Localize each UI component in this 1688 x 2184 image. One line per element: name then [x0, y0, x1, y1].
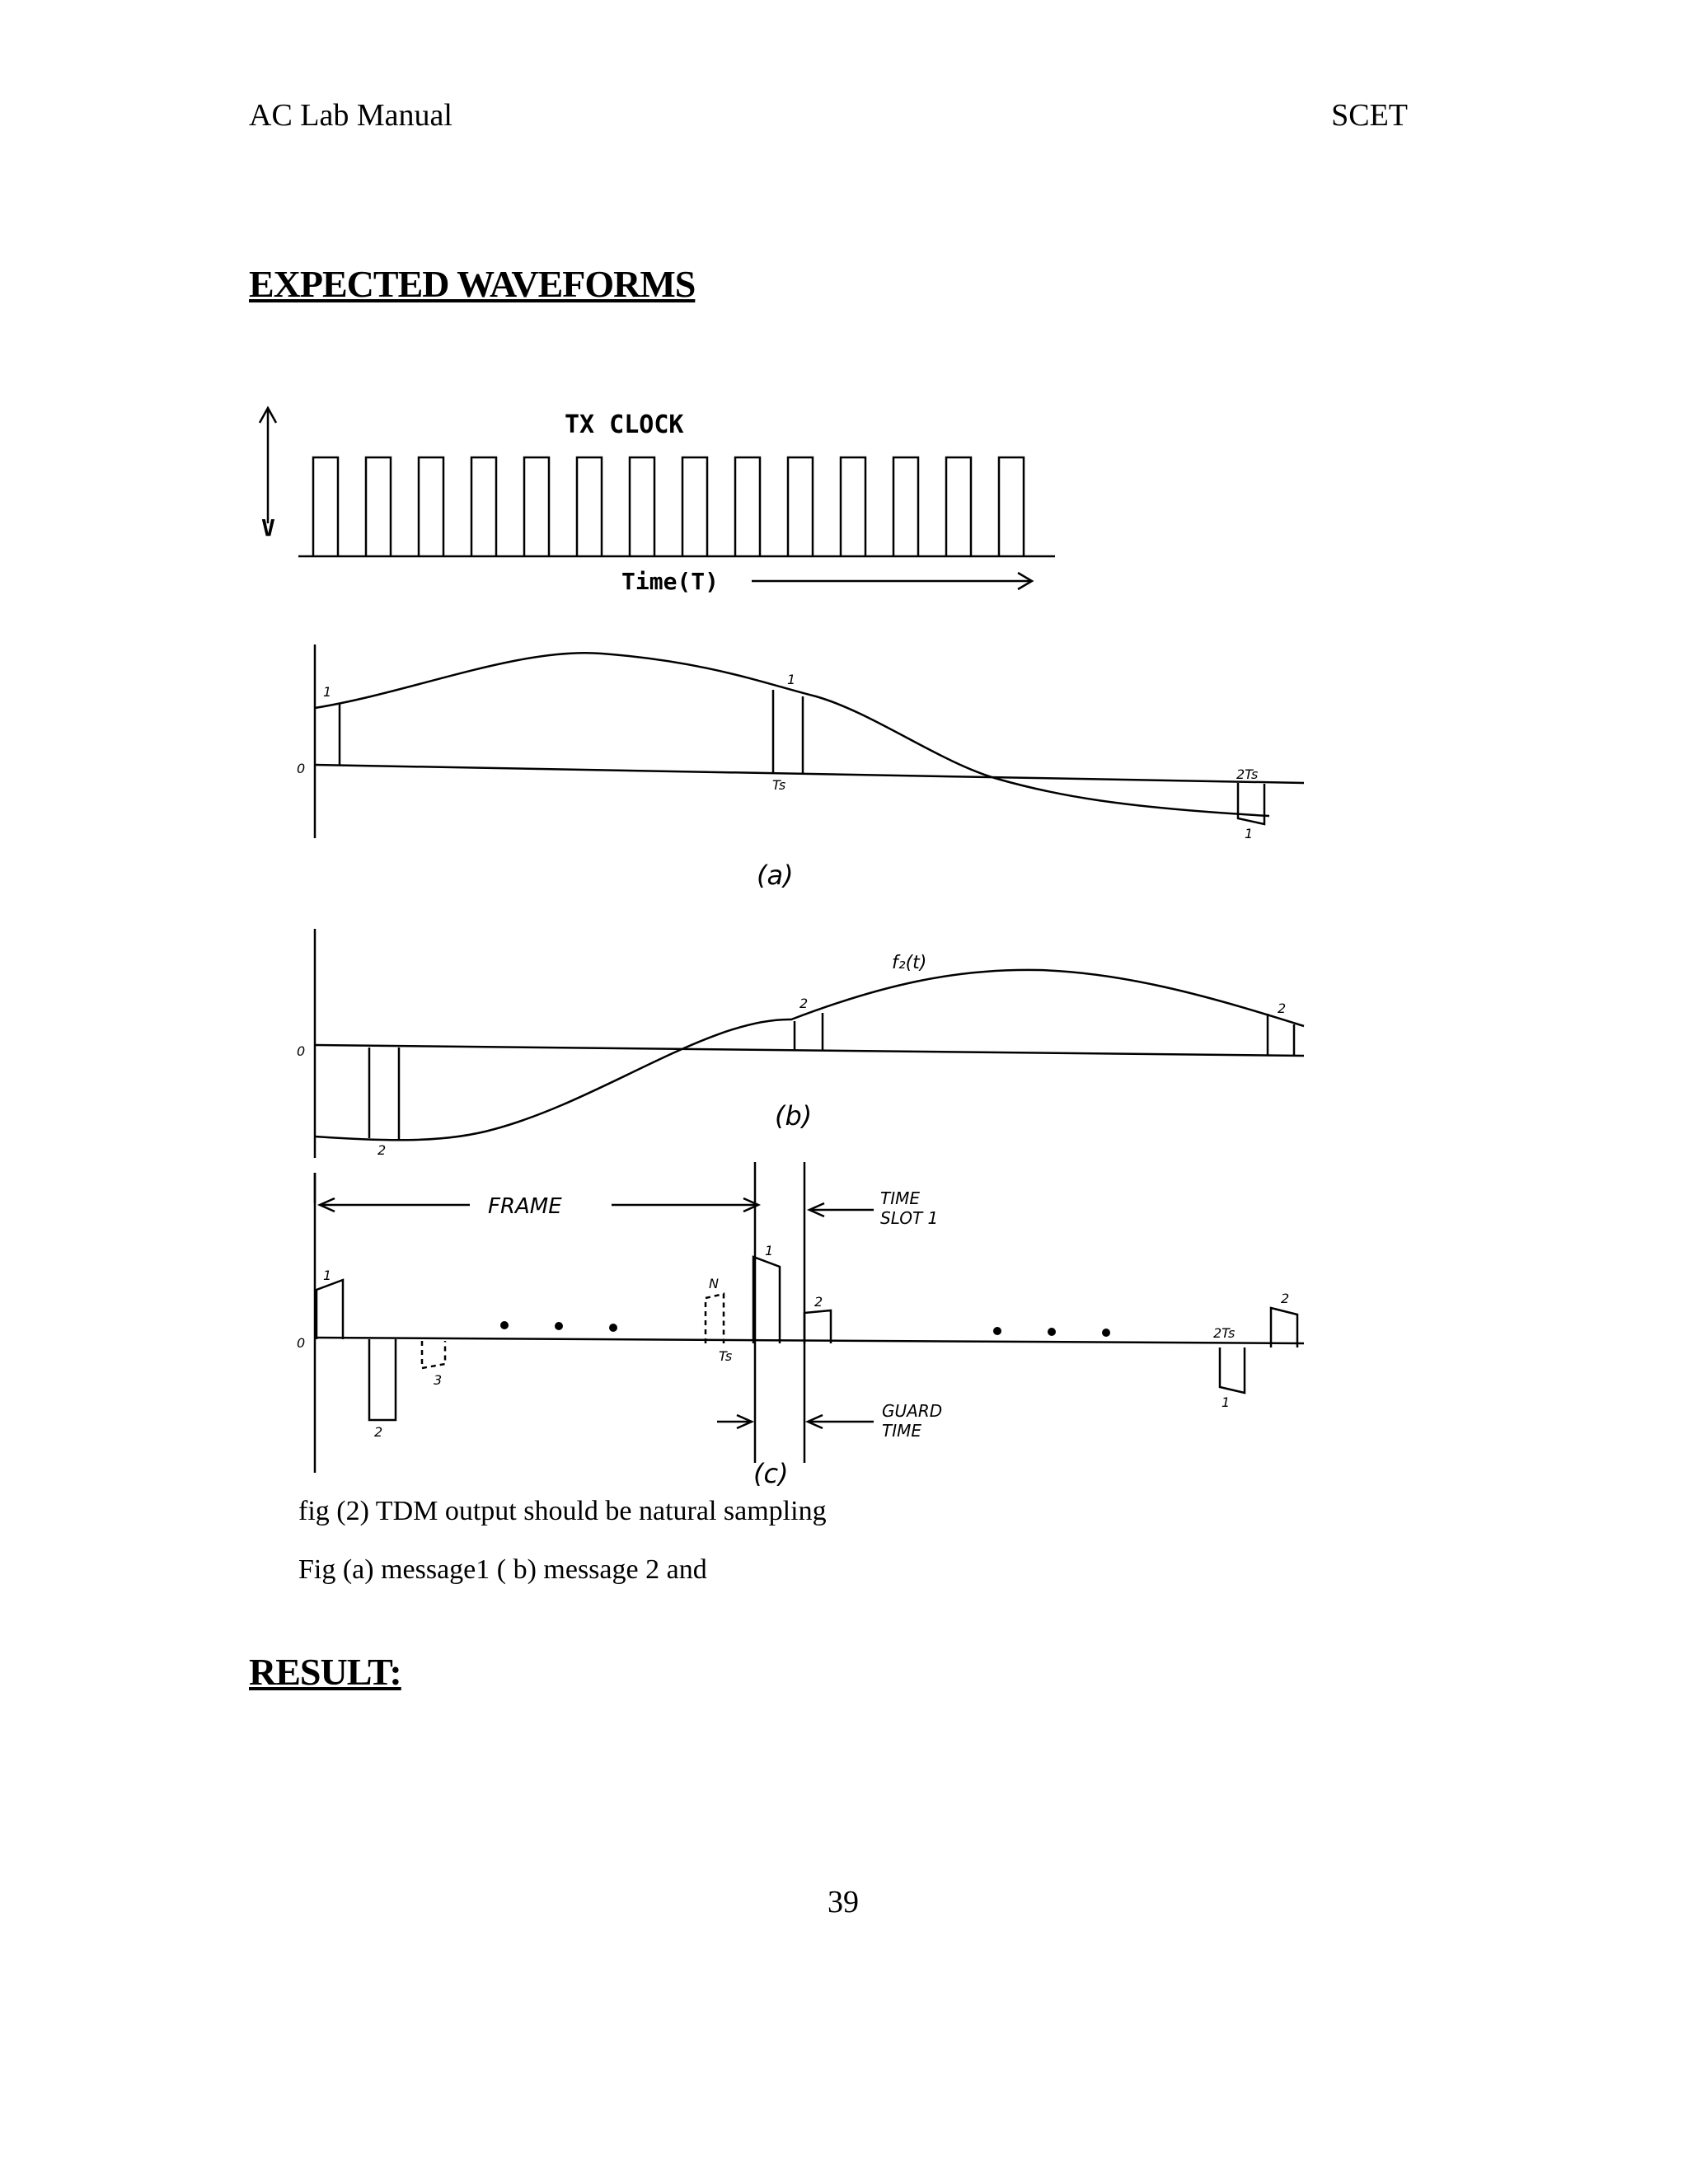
- sample-b-3: [1268, 1014, 1294, 1056]
- tdm-pulse-2-next: [804, 1310, 831, 1343]
- waveform-figure: [247, 391, 1319, 1488]
- panel-b-mark-2b: 2: [1278, 1001, 1287, 1016]
- guard-time-label-2: TIME: [882, 1421, 922, 1441]
- figure-caption-1: fig (2) TDM output should be natural sampling: [298, 1496, 827, 1526]
- tx-clock-pulses: [313, 457, 1024, 556]
- panel-a-mark-1c: 1: [1245, 826, 1254, 841]
- tdm-pulse-1-2ts: [1220, 1347, 1245, 1393]
- panel-b-label: (b): [775, 1100, 813, 1132]
- panel-a-mark-1: 1: [323, 684, 332, 700]
- panel-c-2ts: 2Ts: [1213, 1325, 1236, 1341]
- panel-c-mark-2: 2: [374, 1424, 383, 1440]
- panel-a-ts-label: Ts: [772, 777, 786, 793]
- panel-c-mark-n: N: [709, 1276, 719, 1291]
- panel-c-mark-1b: 1: [765, 1243, 774, 1258]
- tdm-pulse-1: [316, 1280, 343, 1339]
- panel-b-mark-2: 2: [799, 996, 809, 1011]
- panel-c-mark-1c: 1: [1221, 1394, 1231, 1410]
- panel-b-zero-label: 0: [297, 1043, 306, 1059]
- tx-clock-title: TX CLOCK: [565, 410, 684, 439]
- panel-c-label: (c): [753, 1458, 789, 1488]
- header-left: AC Lab Manual: [249, 98, 452, 133]
- tx-clock-x-label: Time(T): [621, 568, 720, 595]
- tdm-pulse-n: [706, 1294, 724, 1343]
- panel-b-mark-2c: 2: [377, 1142, 387, 1158]
- panel-c-mark-3: 3: [434, 1372, 443, 1388]
- page-number: 39: [828, 1885, 859, 1919]
- tdm-pulse-2: [369, 1339, 396, 1420]
- guard-time-label: GUARD: [882, 1401, 943, 1421]
- header-right: SCET: [1331, 98, 1408, 133]
- tdm-pulse-1-next: [753, 1257, 780, 1343]
- panel-a-zero-label: 0: [297, 761, 306, 776]
- panel-c-mark-1: 1: [323, 1268, 332, 1283]
- panel-a-mark-1b: 1: [787, 672, 796, 687]
- tx-clock-y-label: V: [261, 514, 275, 541]
- panel-a-label: (a): [757, 860, 794, 891]
- frame-label: FRAME: [488, 1194, 562, 1219]
- tdm-pulse-2-2ts: [1271, 1308, 1297, 1347]
- tdm-pulse-3: [422, 1341, 445, 1368]
- panel-c-zero-label: 0: [297, 1335, 306, 1351]
- time-slot-label-2: SLOT 1: [880, 1208, 939, 1228]
- panel-c-mark-2b: 2: [814, 1294, 823, 1310]
- panel-a-zero-line: [315, 765, 1304, 783]
- panel-b-zero-line: [315, 1045, 1304, 1056]
- panel-c-ts: Ts: [719, 1348, 733, 1364]
- time-slot-label: TIME: [880, 1188, 921, 1208]
- figure-caption-2: Fig (a) message1 ( b) message 2 and: [298, 1554, 707, 1585]
- panel-a-2ts-label: 2Ts: [1236, 766, 1259, 782]
- panel-c-mark-2c: 2: [1281, 1291, 1290, 1306]
- sample-b-2: [795, 1013, 823, 1051]
- section-title-expected-waveforms: EXPECTED WAVEFORMS: [249, 263, 696, 305]
- panel-b-signal-name: f₂(t): [892, 953, 927, 973]
- sample-b-1: [369, 1047, 399, 1140]
- panel-c-zero-line: [315, 1338, 1304, 1343]
- section-title-result: RESULT:: [249, 1651, 401, 1693]
- sample-a-4: [1238, 783, 1264, 824]
